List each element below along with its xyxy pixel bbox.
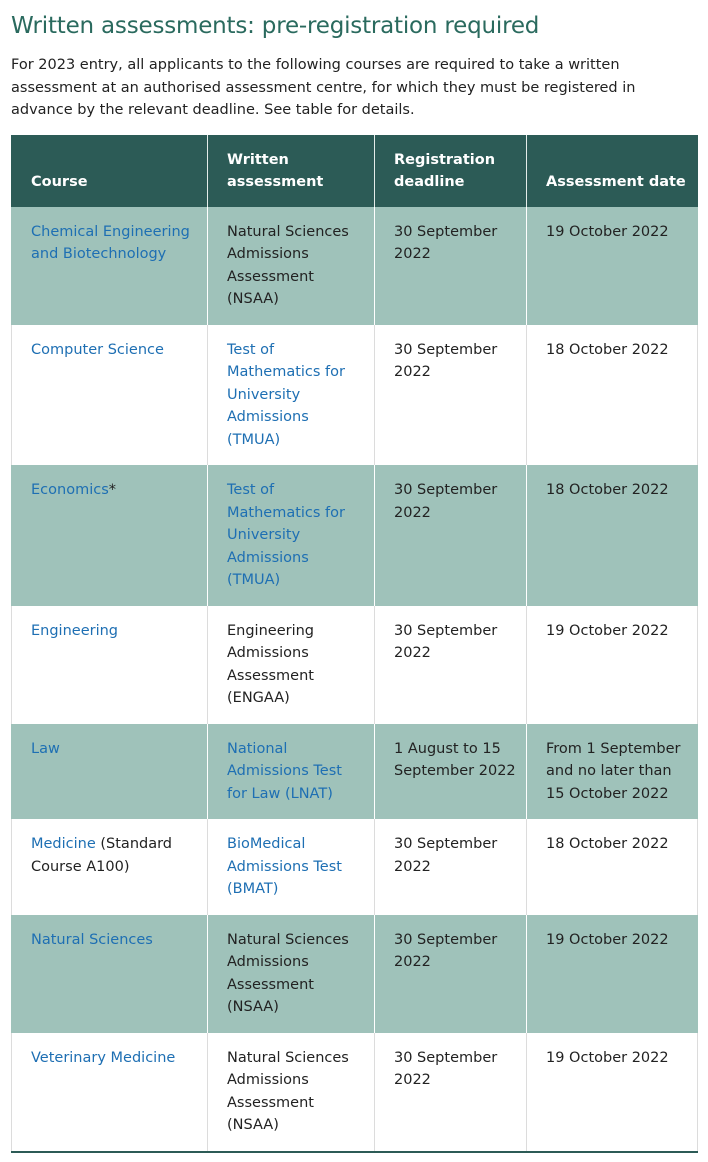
assessment-cell [208, 207, 375, 325]
assessments-table [11, 135, 698, 1153]
course-link-computer-science[interactable]: Computer Science [31, 341, 164, 358]
table-row [12, 606, 698, 724]
deadline-cell: 30 September 2022 [375, 915, 527, 1033]
course-link-engineering[interactable]: Engineering [31, 622, 118, 639]
date-cell: 18 October 2022 [527, 819, 698, 915]
course-cell [12, 819, 208, 915]
table-row [12, 1033, 698, 1152]
assessment-cell [208, 325, 375, 466]
deadline-cell: 30 September 2022 [375, 819, 527, 915]
date-cell: 19 October 2022 [527, 606, 698, 724]
table-row [12, 819, 698, 915]
assessment-text: Engineering Admissions Assessment (ENGAA) [227, 622, 314, 706]
date-cell: 18 October 2022 [527, 465, 698, 606]
course-cell [12, 325, 208, 466]
table-row [12, 724, 698, 820]
course-cell [12, 606, 208, 724]
intro-paragraph: For 2023 entry, all applicants to the following courses are required to take a written assessment at an authorised assessment centre, for which they must be registered in advance by the relevant deadline. See table for details. [11, 57, 636, 118]
table-row [12, 915, 698, 1033]
deadline-cell: 1 August to 15 September 2022 [375, 724, 527, 820]
assessment-text: Natural Sciences Admissions Assessment (NSAA) [227, 1049, 349, 1133]
assessment-link-bmat[interactable]: BioMedical Admissions Test (BMAT) [227, 836, 342, 897]
assessment-cell [208, 819, 375, 915]
table-row [12, 465, 698, 606]
assessment-text: Natural Sciences Admissions Assessment (NSAA) [227, 931, 349, 1015]
course-cell [12, 724, 208, 820]
deadline-cell: 30 September 2022 [375, 1033, 527, 1152]
assessment-link-tmua[interactable]: Test of Mathematics for University Admissions (TMUA) [227, 482, 345, 588]
table-header-row [12, 135, 698, 207]
date-cell: 19 October 2022 [527, 207, 698, 325]
assessment-cell [208, 1033, 375, 1152]
course-link-veterinary-medicine[interactable]: Veterinary Medicine [31, 1049, 176, 1066]
date-cell: 19 October 2022 [527, 1033, 698, 1152]
deadline-cell: 30 September 2022 [375, 207, 527, 325]
course-link-medicine[interactable]: Medicine [31, 836, 96, 852]
assessment-link-tmua[interactable]: Test of Mathematics for University Admissions (TMUA) [227, 341, 345, 448]
deadline-cell: 30 September 2022 [375, 606, 527, 724]
page-title: Written assessments: pre-registration required [11, 13, 540, 39]
course-link-chemical-engineering[interactable]: Chemical Engineering and Biotechnology [31, 223, 190, 262]
deadline-cell: 30 September 2022 [375, 325, 527, 466]
header-written-assessment: Written assessment [208, 135, 375, 207]
date-cell: 19 October 2022 [527, 915, 698, 1033]
deadline-cell: 30 September 2022 [375, 465, 527, 606]
course-cell [12, 465, 208, 606]
course-link-natural-sciences[interactable]: Natural Sciences [31, 931, 153, 948]
table-row [12, 325, 698, 466]
assessment-cell [208, 915, 375, 1033]
course-cell [12, 1033, 208, 1152]
assessment-cell [208, 465, 375, 606]
assessment-cell [208, 606, 375, 724]
course-note: (Standard Course A100) [31, 836, 173, 875]
table-row [12, 207, 698, 325]
date-cell: From 1 September and no later than 15 October 2022 [527, 724, 698, 820]
course-cell [12, 915, 208, 1033]
assessment-link-lnat[interactable]: National Admissions Test for Law (LNAT) [227, 740, 342, 802]
course-footnote-marker: * [108, 482, 116, 498]
course-link-economics[interactable]: Economics [31, 482, 109, 498]
header-assessment-date: Assessment date [527, 135, 698, 207]
assessment-cell [208, 724, 375, 820]
course-cell [12, 207, 208, 325]
course-link-law[interactable]: Law [31, 740, 60, 757]
header-course: Course [12, 135, 208, 207]
header-registration-deadline: Registration deadline [375, 135, 527, 207]
date-cell: 18 October 2022 [527, 325, 698, 466]
assessment-text: Natural Sciences Admissions Assessment (NSAA) [227, 223, 349, 307]
